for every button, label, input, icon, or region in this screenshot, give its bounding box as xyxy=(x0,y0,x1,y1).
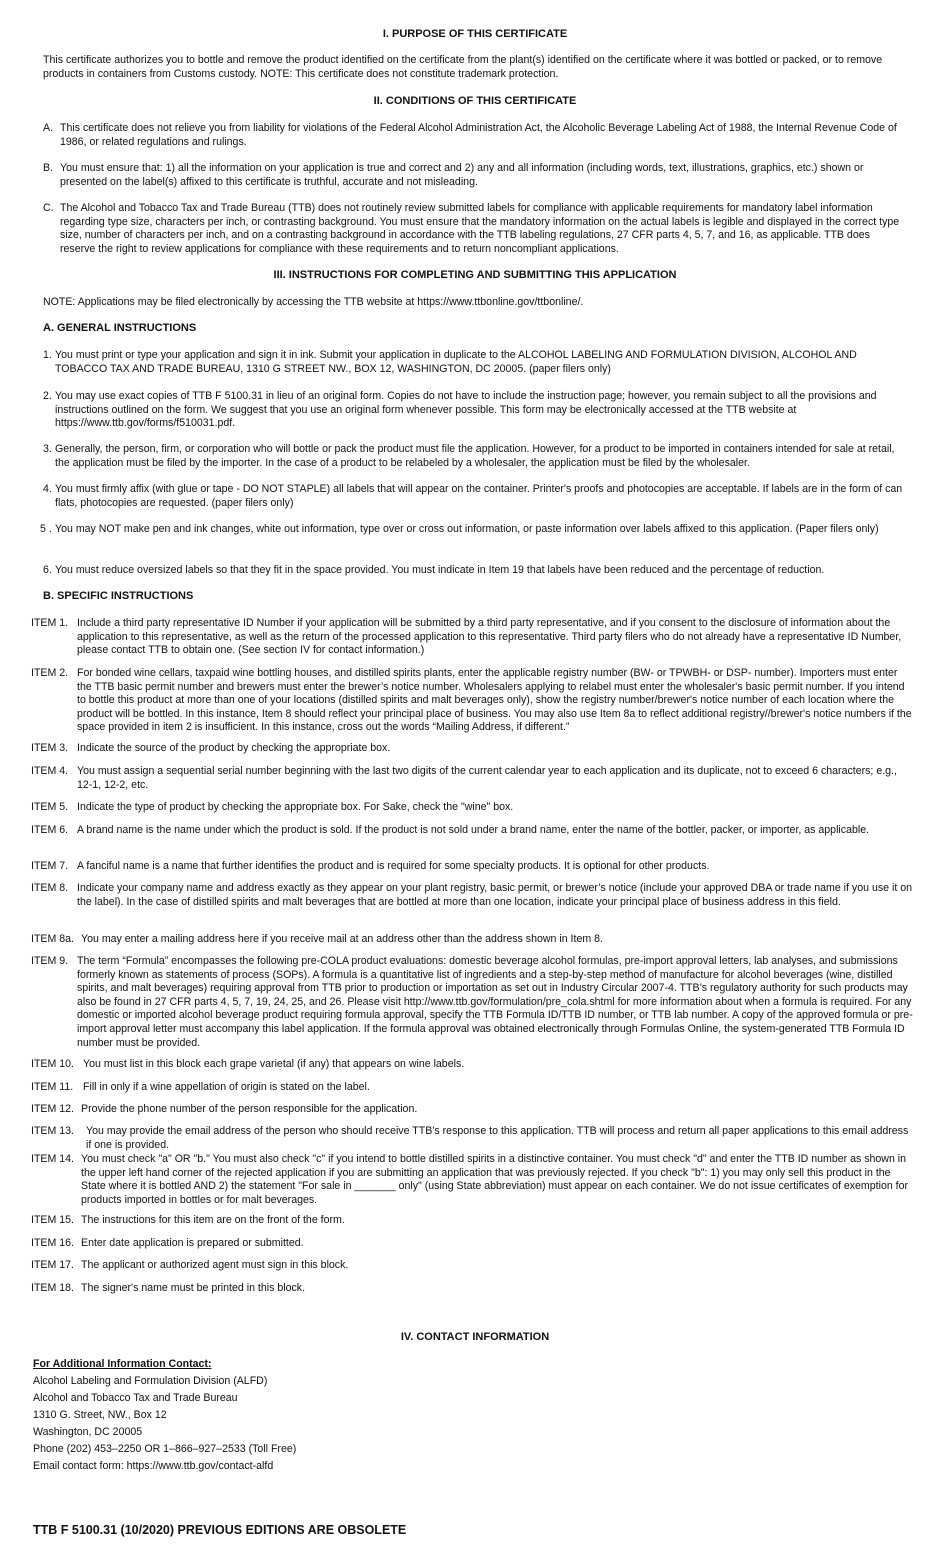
specific-text: Indicate the source of the product by checking the appropriate box. xyxy=(77,742,391,754)
section3-note: NOTE: Applications may be filed electronically by accessing the TTB website at https://www.ttbonline.gov/ttbonline/. xyxy=(43,296,584,308)
specific-num: ITEM 2. xyxy=(31,667,69,679)
specific-text: You may provide the email address of the person who should receive TTB’s response to this application. TTB will process and return all paper applications to this email address if one is provided. xyxy=(86,1125,909,1151)
contact-block xyxy=(33,1356,296,1475)
specific-text: You must list in this block each grape varietal (if any) that appears on wine labels. xyxy=(83,1058,465,1070)
specific-num: ITEM 3. xyxy=(31,742,69,754)
specific-text: The signer's name must be printed in this block. xyxy=(81,1282,306,1294)
condition-text: This certificate does not relieve you from liability for violations of the Federal Alcohol Administration Act, the Alcoholic Beverage Labeling Act of 1988, the Internal Revenue Code of 1986, or related regulations and rulings. xyxy=(60,122,897,148)
specific-num: ITEM 15. xyxy=(31,1214,74,1226)
specific-text: You must check "a" OR "b." You must also check "c" if you intend to bottle distilled spirits in a distinctive container. You must check "d" and enter the TTB ID number as shown in the upper left hand corner of the rejected application if you are submitting an application that was previously rejected. If you check "b": 1) you may only sell this product in the State where it is bottled AND 2) the statement "For sale in _______ only" (using State abbreviation) must appear on each container. We do not issue certificates of exemption for products imported in bottles or for malt beverages. xyxy=(81,1153,909,1206)
general-num: 5 . xyxy=(40,523,52,535)
section1-heading: I. PURPOSE OF THIS CERTIFICATE xyxy=(382,28,568,40)
specific-num: ITEM 18. xyxy=(31,1282,74,1294)
specific-num: ITEM 14. xyxy=(31,1153,74,1165)
specific-text: For bonded wine cellars, taxpaid wine bottling houses, and distilled spirits plants, enter the applicable registry number (BW- or TPWBH- or DSP- number). Importers must enter the TTB basic permit number and brewers must enter the brewer’s notice number. Wholesalers applying to relabel must enter the wholesaler's basic permit number. If you intend to bottle this product at more than one of your locations (distilled spirits and malt beverages only), show the registry number/brewer's notice number of each location where the product will be bottled. In this instance, Item 8 should reflect your principal place of business. You may also use Item 8a to reflect additional registry//brewer's notice numbers if the space provided in item 2 is insufficient. In this instance, cross out the words “Mailing Address, if different.” xyxy=(77,667,912,734)
contact-label: For Additional Information Contact: xyxy=(33,1358,212,1370)
specific-text: You must assign a sequential serial number beginning with the last two digits of the current calendar year to each application and its duplicate, not to exceed 6 characters; e.g., 12-1, 12-2, etc. xyxy=(77,765,897,791)
form-footer: TTB F 5100.31 (10/2020) PREVIOUS EDITIONS ARE OBSOLETE xyxy=(33,1523,407,1537)
specific-num: ITEM 10. xyxy=(31,1058,74,1070)
specific-num: ITEM 9. xyxy=(31,955,69,967)
general-instructions-heading: A. GENERAL INSTRUCTIONS xyxy=(43,322,197,334)
specific-instructions-heading: B. SPECIFIC INSTRUCTIONS xyxy=(43,590,194,602)
general-num: 1. xyxy=(43,349,52,361)
general-text: You may NOT make pen and ink changes, white out information, type over or cross out information, or paste information over labels affixed to this application. (Paper filers only) xyxy=(55,523,879,535)
specific-num: ITEM 5. xyxy=(31,801,69,813)
section4-heading: IV. CONTACT INFORMATION xyxy=(400,1331,550,1343)
general-text: You must reduce oversized labels so that they fit in the space provided. You must indicate in Item 19 that labels have been reduced and the percentage of reduction. xyxy=(55,564,825,576)
general-text: You may use exact copies of TTB F 5100.31 in lieu of an original form. Copies do not have to include the instruction page; however, you remain subject to all the provisions and instructions outlined on the form. We suggest that you use an original form whenever possible. This form may be electronically accessed at the TTB website at https://www.ttb.gov/forms/f510031.pdf. xyxy=(55,390,877,430)
general-text: Generally, the person, firm, or corporation who will bottle or pack the product must file the application. However, for a product to be imported in containers intended for sale at retail, the application must be filed by the importer. In the case of a product to be relabeled by a wholesaler, the application must be filed by the wholesaler. xyxy=(55,443,895,469)
condition-num: C. xyxy=(43,202,54,214)
general-text: You must firmly affix (with glue or tape - DO NOT STAPLE) all labels that will appear on the container. Printer's proofs and photocopies are acceptable. If labels are in the form of can flats, photocopies are requested. (paper filers only) xyxy=(55,483,903,509)
specific-num: ITEM 4. xyxy=(31,765,69,777)
general-num: 6. xyxy=(43,564,52,576)
contact-line: Alcohol Labeling and Formulation Division (ALFD) xyxy=(33,1375,268,1387)
contact-line: 1310 G. Street, NW., Box 12 xyxy=(33,1409,167,1421)
section2-heading: II. CONDITIONS OF THIS CERTIFICATE xyxy=(373,95,577,107)
contact-email: Email contact form: https://www.ttb.gov/contact-alfd xyxy=(33,1460,274,1472)
contact-line: Alcohol and Tobacco Tax and Trade Bureau xyxy=(33,1392,238,1404)
specific-text: A fanciful name is a name that further identifies the product and is required for some specialty products. It is optional for other products. xyxy=(77,860,710,872)
specific-text: Indicate the type of product by checking the appropriate box. For Sake, check the "wine" box. xyxy=(77,801,514,813)
specific-text: The applicant or authorized agent must sign in this block. xyxy=(81,1259,349,1271)
specific-text: Include a third party representative ID Number if your application will be submitted by a third party representative, and if you consent to the disclosure of information about the application to this representative, as well as the return of the processed application to this representative. Third party filers who do not already have a representative ID Number, please contact TTB to obtain one. (See section IV for contact information.) xyxy=(77,617,902,657)
specific-num: ITEM 16. xyxy=(31,1237,74,1249)
specific-text: You may enter a mailing address here if you receive mail at an address other than the address shown in Item 8. xyxy=(81,933,603,945)
specific-num: ITEM 6. xyxy=(31,824,69,836)
general-num: 4. xyxy=(43,483,52,495)
condition-text: You must ensure that: 1) all the information on your application is true and correct and 2) any and all information (including words, text, illustrations, graphics, etc.) shown or presented on the label(s) affixed to this certificate is truthful, accurate and not misleading. xyxy=(60,162,864,188)
specific-text: Fill in only if a wine appellation of origin is stated on the label. xyxy=(83,1081,370,1093)
contact-phone: Phone (202) 453–2250 OR 1–866–927–2533 (Toll Free) xyxy=(33,1443,297,1455)
specific-text: A brand name is the name under which the product is sold. If the product is not sold under a brand name, enter the name of the bottler, packer, or importer, as applicable. xyxy=(77,824,870,836)
specific-text: The instructions for this item are on the front of the form. xyxy=(81,1214,345,1226)
condition-num: A. xyxy=(43,122,54,134)
specific-num: ITEM 13. xyxy=(31,1125,74,1137)
specific-text: The term “Formula” encompasses the following pre-COLA product evaluations: domestic beverage alcohol formulas, pre-import approval letters, lab analyses, and submissions formerly known as statements of process (SOPs). A formula is a quantitative list of ingredients and a step-by-step method of manufacture for alcohol beverages (wine, distilled spirits, and malt beverages) requiring approval from TTB prior to production or importation as set out in Industry Circular 2007-4. TTB’s regulatory authority for such products may also be found in 27 CFR parts 4, 5, 7, 19, 24, 25, and 26. Please visit http://www.ttb.gov/formulation/pre_cola.shtml for more information about when a formula is required. For any domestic or imported alcohol beverage product requiring formula approval, specify the TTB Formula ID/TTB ID number, or TTB lab number. A copy of the approved formula or pre-import approval letter must accompany this label application. If the formula approval was obtained electronically through Formulas Online, the system-generated TTB Formula ID number must be provided. xyxy=(77,955,913,1049)
specific-num: ITEM 7. xyxy=(31,860,69,872)
general-text: You must print or type your application and sign it in ink. Submit your application in duplicate to the ALCOHOL LABELING AND FORMULATION DIVISION, ALCOHOL AND TOBACCO TAX AND TRADE BUREAU, 1310 G STREET NW., BOX 12, WASHINGTON, DC 20005. (paper filers only) xyxy=(55,349,857,375)
specific-num: ITEM 11. xyxy=(31,1081,74,1093)
general-num: 2. xyxy=(43,390,52,402)
specific-num: ITEM 8a. xyxy=(31,933,74,945)
specific-num: ITEM 8. xyxy=(31,882,69,894)
contact-line: Washington, DC 20005 xyxy=(33,1426,143,1438)
specific-text: Indicate your company name and address exactly as they appear on your plant registry, basic permit, or brewer’s notice (include your approved DBA or trade name if you use it on the label). In the case of distilled spirits and malt beverages that are bottled at more than one location, indicate your principal place of business address in this field. xyxy=(77,882,912,908)
specific-num: ITEM 12. xyxy=(31,1103,74,1115)
specific-text: Provide the phone number of the person responsible for the application. xyxy=(81,1103,418,1115)
specific-num: ITEM 17. xyxy=(31,1259,74,1271)
general-num: 3. xyxy=(43,443,52,455)
specific-text: Enter date application is prepared or submitted. xyxy=(81,1237,304,1249)
specific-num: ITEM 1. xyxy=(31,617,69,629)
condition-num: B. xyxy=(43,162,54,174)
condition-text: The Alcohol and Tobacco Tax and Trade Bureau (TTB) does not routinely review submitted labels for compliance with applicable requirements for mandatory label information regarding type size, characters per inch, or contrasting background. You must ensure that the mandatory information on the actual labels is legible and displayed in the correct type size, number of characters per inch, and on a contrasting background in accordance with the TTB labeling regulations, 27 CFR parts 4, 5, 7, and 16, as applicable. TTB does reserve the right to review applications for compliance with these requirements and to return noncompliant applications. xyxy=(60,202,900,255)
section3-heading: III. INSTRUCTIONS FOR COMPLETING AND SUBMITTING THIS APPLICATION xyxy=(273,269,677,281)
section1-text: This certificate authorizes you to bottle and remove the product identified on the certificate from the plant(s) identified on the certificate where it was bottled or packed, or to remove products in containers from Customs custody. NOTE: This certificate does not constitute trademark protection. xyxy=(43,54,883,80)
